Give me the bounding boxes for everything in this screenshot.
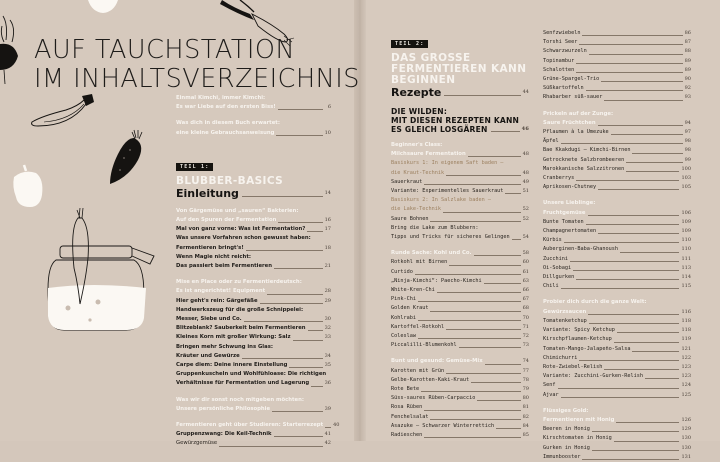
toc-entry[interactable]: Rote Bete 79 bbox=[391, 386, 529, 393]
toc-entry[interactable]: Senfzwiebeln 86 bbox=[543, 30, 691, 36]
beet-icon bbox=[0, 14, 22, 84]
toc-entry[interactable]: Golden Kraut 68 bbox=[391, 305, 529, 312]
toc-entry[interactable]: Chimichurri 122 bbox=[543, 354, 691, 361]
toc-entry[interactable]: Cranberrys 103 bbox=[543, 175, 691, 182]
toc-entry[interactable]: Pink-Chi 67 bbox=[391, 296, 529, 303]
toc-entry[interactable]: Was dich in diesem Buch erwartet: eine kleine Gebrauchsanweisung 10 bbox=[176, 119, 331, 137]
toc-entry[interactable]: Fenchelsalat 82 bbox=[391, 413, 529, 420]
toc-entry[interactable]: Probier dich durch die ganze Welt: Gewürzsaucen 116 bbox=[543, 299, 691, 315]
page-number: 14 bbox=[324, 189, 331, 196]
leader-line bbox=[242, 196, 323, 197]
toc-entry[interactable]: Basiskurs 1: In eigenem Saft baden – die Kraut-Technik 48 bbox=[391, 160, 529, 176]
toc-entry[interactable]: Bunt und gesund: Gemüse-Mix 74 bbox=[391, 358, 529, 365]
toc-entry[interactable]: Kürbis 110 bbox=[543, 237, 691, 244]
page-title bbox=[34, 36, 360, 94]
toc-entry[interactable]: Von Gärgemüse und „sauren“ Bakterien: Auf den Spuren der Fermentation 16 bbox=[176, 207, 331, 224]
toc-entry[interactable]: Kirschpflaumen-Ketchup 119 bbox=[543, 336, 691, 343]
toc-entry[interactable]: Asazuke – Schwarzer Winterrettich 84 bbox=[391, 422, 529, 429]
toc-entry[interactable]: Saure Bohnen 52 bbox=[391, 215, 529, 222]
toc-entry[interactable]: Was wir dir sonst noch mitgeben möchten: Unsere persönliche Philosophie 39 bbox=[176, 396, 331, 412]
toc-entry[interactable]: Flüssiges Gold: Fermentieren mit Honig 126 bbox=[543, 407, 691, 423]
toc-entry-die-wilden[interactable]: DIE WILDEN: MIT DIESEN REZEPTEN KANN ES GLEICH LOSGÄREN 46 bbox=[391, 107, 529, 134]
toc-entry[interactable]: Sauerkraut 49 bbox=[391, 178, 529, 185]
toc-entry[interactable]: Kartoffel-Rotkohl 71 bbox=[391, 323, 529, 330]
toc-entry[interactable]: Runde Sache: Kohl und Co. 58 bbox=[391, 250, 529, 257]
section-heading: BLUBBER-BASICS bbox=[176, 174, 284, 187]
toc-entry[interactable]: Prickeln auf der Zunge: Saure Früchtchen 94 bbox=[543, 110, 691, 126]
toc-entry[interactable]: Bae Kkakdugi – Kimchi-Birnen 98 bbox=[543, 147, 691, 154]
toc-entry[interactable]: Was unsere Vorfahren schon gewusst haben: Fermentieren bringt's! 18 bbox=[176, 235, 331, 251]
toc-entry[interactable]: Beginner's Class: Milchsaure Fermentation 48 bbox=[391, 142, 529, 158]
toc-entry[interactable]: Chili 115 bbox=[543, 283, 691, 290]
toc-entry[interactable]: Tomaten-Mango-Jalapeño-Salsa 121 bbox=[543, 345, 691, 352]
page-number: 10 bbox=[324, 129, 331, 136]
page-number: 6 bbox=[327, 104, 331, 111]
toc-entry[interactable]: Rhabarber süß-sauer 93 bbox=[543, 94, 691, 101]
toc-entry[interactable]: Variante: Zucchini-Gurken-Relish 123 bbox=[543, 373, 691, 380]
toc-entry[interactable]: Coleslaw 72 bbox=[391, 333, 529, 340]
toc-left-column bbox=[176, 94, 340, 449]
section-heading: DAS GROSSE FERMENTIEREN KANN BEGINNEN bbox=[391, 52, 527, 86]
toc-entry[interactable]: Rotkohl mit Birnen 60 bbox=[391, 259, 529, 266]
toc-entry[interactable]: Gruppenzwang: Die Keil-Technik 41 bbox=[176, 431, 331, 438]
toc-entry[interactable]: Senf 124 bbox=[543, 382, 691, 389]
toc-entry[interactable]: Radieschen 85 bbox=[391, 432, 529, 439]
toc-entry[interactable]: Topinambur 89 bbox=[543, 57, 691, 64]
toc-entry[interactable]: Immunbooster 131 bbox=[543, 453, 691, 460]
toc-right-column bbox=[543, 29, 691, 462]
title-line-1: AUF TAUCHSTATION bbox=[34, 35, 296, 65]
toc-entry[interactable]: Rosa Rüben 81 bbox=[391, 404, 529, 411]
toc-entry[interactable]: Bunte Tomaten 109 bbox=[543, 218, 691, 225]
toc-entry[interactable]: Carpe diem: Deine innere Einstellung 35 bbox=[176, 362, 331, 369]
toc-entry[interactable]: Rote-Zwiebel-Relish 123 bbox=[543, 363, 691, 370]
toc-entry[interactable]: White-Kren-Chi 66 bbox=[391, 287, 529, 294]
toc-entry[interactable]: Kirschtomaten in Honig 130 bbox=[543, 435, 691, 442]
toc-entry[interactable]: Gelbe-Karotten-Kaki-Kraut 78 bbox=[391, 376, 529, 383]
toc-middle-column bbox=[391, 30, 529, 440]
toc-entry[interactable]: Getrocknete Salzbrombeeren 99 bbox=[543, 156, 691, 163]
toc-entry[interactable]: Unsere Lieblinge: Fruchtgemüse 106 bbox=[543, 200, 691, 216]
title-line-2: IM INHALTSVERZEICHNIS bbox=[34, 64, 360, 94]
toc-entry[interactable]: Bring die Lake zum Blubbern: Tipps und Tricks für sicheres Gelingen 54 bbox=[391, 224, 529, 241]
toc-entry[interactable]: Mise en Place oder zu Fermentierdeutsch: Es ist angerichtet! Equipment 28 bbox=[176, 279, 331, 295]
toc-entry[interactable]: Variante: Spicy Ketchup 118 bbox=[543, 327, 691, 334]
toc-entry[interactable]: Handwerkszeug für die große Schnippelei: Messer, Siebe und Co. 30 bbox=[176, 306, 331, 323]
toc-entry[interactable]: Marokkanische Salzzitronen 100 bbox=[543, 165, 691, 172]
toc-entry[interactable]: Zucchini 111 bbox=[543, 255, 691, 262]
toc-entry[interactable]: Fermentieren geht über Studieren: Starterrezept 40 bbox=[176, 422, 340, 429]
leader-line bbox=[278, 109, 323, 110]
toc-entry[interactable]: „Ninja-Kimchi“: Paecho-Kimchi 63 bbox=[391, 277, 529, 284]
toc-entry[interactable]: Blitzeblank? Sauberkeit beim Fermentieren 32 bbox=[176, 325, 331, 332]
toc-entry[interactable]: Auberginen-Baba-Ghanoush 110 bbox=[543, 246, 691, 253]
lemon-icon bbox=[86, 0, 120, 14]
toc-entry[interactable]: Kohlrabi 70 bbox=[391, 314, 529, 321]
toc-entry[interactable]: Champagnertomaten 109 bbox=[543, 228, 691, 235]
toc-entry[interactable]: Karotten mit Grün 77 bbox=[391, 367, 529, 374]
toc-entry[interactable]: Schalotten 89 bbox=[543, 66, 691, 73]
toc-entry[interactable]: Torshi Seer 87 bbox=[543, 39, 691, 46]
toc-entry[interactable]: Tomatenketchup 118 bbox=[543, 317, 691, 324]
toc-entry[interactable]: Kleines Korn mit großer Wirkung: Salz 33 bbox=[176, 334, 331, 341]
jar-with-carrot-icon bbox=[42, 208, 162, 340]
bell-pepper-icon bbox=[10, 163, 46, 209]
toc-entry[interactable]: Mal von ganz vorne: Was ist Fermentation? 17 bbox=[176, 226, 331, 233]
toc-entry[interactable]: Hier geht's rein: Gärgefäße 29 bbox=[176, 297, 331, 304]
toc-entry[interactable]: Süss-saures Rüben-Carpaccio 80 bbox=[391, 395, 529, 402]
toc-entry[interactable]: Oi-Sobagi 113 bbox=[543, 264, 691, 271]
toc-entry[interactable]: Gewürzgemüse 42 bbox=[176, 440, 331, 447]
toc-entry[interactable]: Pflaumen à la Umezuke 97 bbox=[543, 129, 691, 136]
toc-entry[interactable]: Schwarzwurzeln 88 bbox=[543, 48, 691, 55]
toc-entry[interactable]: Dillgurken 114 bbox=[543, 274, 691, 281]
toc-entry[interactable]: Einmal Kimchi, immer Kimchi: Es war Liebe auf den ersten Biss! 6 bbox=[176, 94, 331, 112]
toc-entry[interactable]: Wenn Magie nicht reicht: Das passiert beim Fermentieren 21 bbox=[176, 253, 331, 270]
zucchini-icon bbox=[30, 92, 100, 132]
toc-entry[interactable]: Ajvar 125 bbox=[543, 391, 691, 398]
toc-entry[interactable]: Aprikosen-Chutney 105 bbox=[543, 184, 691, 191]
toc-entry[interactable]: Bringen mehr Schwung ins Glas: Kräuter und Gewürze 34 bbox=[176, 343, 331, 359]
toc-entry[interactable]: Süßkartoffeln 92 bbox=[543, 85, 691, 92]
leader-line bbox=[276, 135, 322, 136]
toc-entry[interactable]: Beeren in Honig 129 bbox=[543, 426, 691, 433]
black-carrot-icon bbox=[104, 130, 148, 186]
toc-entry[interactable]: Gruppenkuscheln und Wohlfühloase: Die richtigen Verhältnisse für Fermentation und Lagerung 36 bbox=[176, 371, 331, 387]
toc-entry[interactable]: Curtido 61 bbox=[391, 268, 529, 275]
part-badge: TEIL 1: bbox=[176, 163, 213, 171]
toc-entry[interactable]: Basiskurs 2: In Salzlake baden – die Lake-Technik 52 bbox=[391, 197, 529, 213]
toc-entry-einleitung[interactable]: Einleitung 14 bbox=[176, 186, 331, 200]
toc-entry[interactable]: Gurken in Honig 130 bbox=[543, 444, 691, 451]
part-badge: TEIL 2: bbox=[391, 40, 428, 48]
toc-entry[interactable]: Piccalilli-Blumenkohl 73 bbox=[391, 342, 529, 349]
toc-entry[interactable]: Variante: Experimentelles Sauerkraut 51 bbox=[391, 188, 529, 195]
toc-entry-rezepte[interactable]: Rezepte 44 bbox=[391, 86, 529, 99]
toc-entry[interactable]: Äpfel 98 bbox=[543, 138, 691, 145]
toc-entry[interactable]: Grüne-Spargel-Trio 90 bbox=[543, 76, 691, 83]
